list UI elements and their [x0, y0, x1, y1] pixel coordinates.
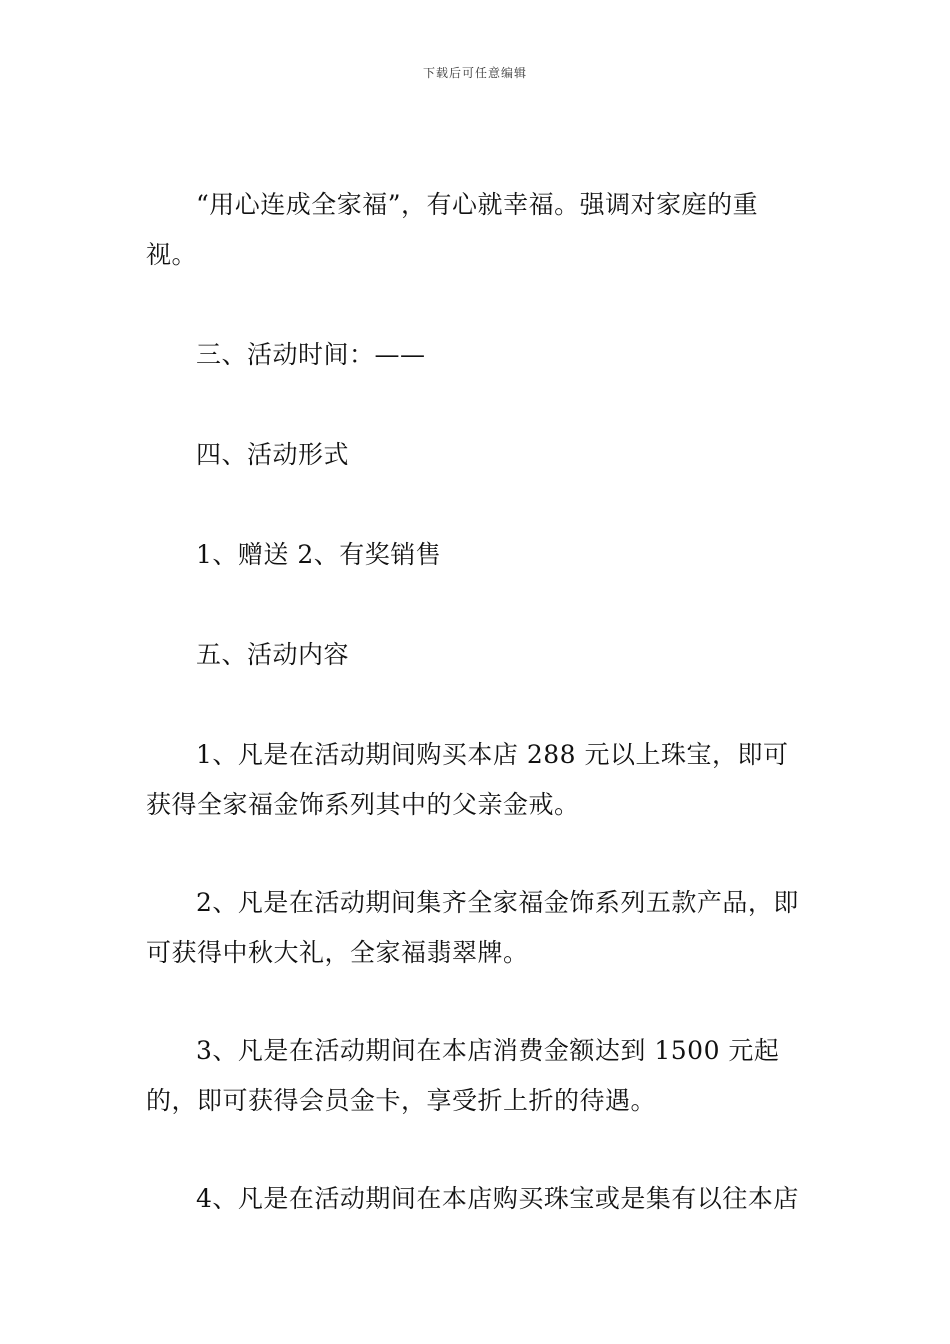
paragraph-theme: “用心连成全家福”，有心就幸福。强调对家庭的重视。 [146, 190, 759, 269]
section-heading-activity-form: 四、活动形式 [196, 440, 350, 469]
paragraph-content-item-3: 3、凡是在活动期间在本店消费金额达到 1500 元起的，即可获得会员金卡，享受折上折的待遇。 [146, 1036, 780, 1115]
paragraph-activity-form-items: 1、赠送 2、有奖销售 [196, 540, 442, 569]
section-heading-activity-time: 三、活动时间：—— [196, 340, 426, 369]
page-header: 下载后可任意编辑 [422, 66, 527, 80]
paragraph-content-item-4: 4、凡是在活动期间在本店购买珠宝或是集有以往本店 [196, 1184, 799, 1213]
paragraph-content-item-2: 2、凡是在活动期间集齐全家福金饰系列五款产品，即可获得中秋大礼，全家福翡翠牌。 [146, 888, 799, 967]
document-body [146, 180, 808, 1224]
section-heading-activity-content: 五、活动内容 [196, 640, 350, 669]
paragraph-content-item-1: 1、凡是在活动期间购买本店 288 元以上珠宝，即可获得全家福金饰系列其中的父亲金戒。 [146, 740, 789, 819]
